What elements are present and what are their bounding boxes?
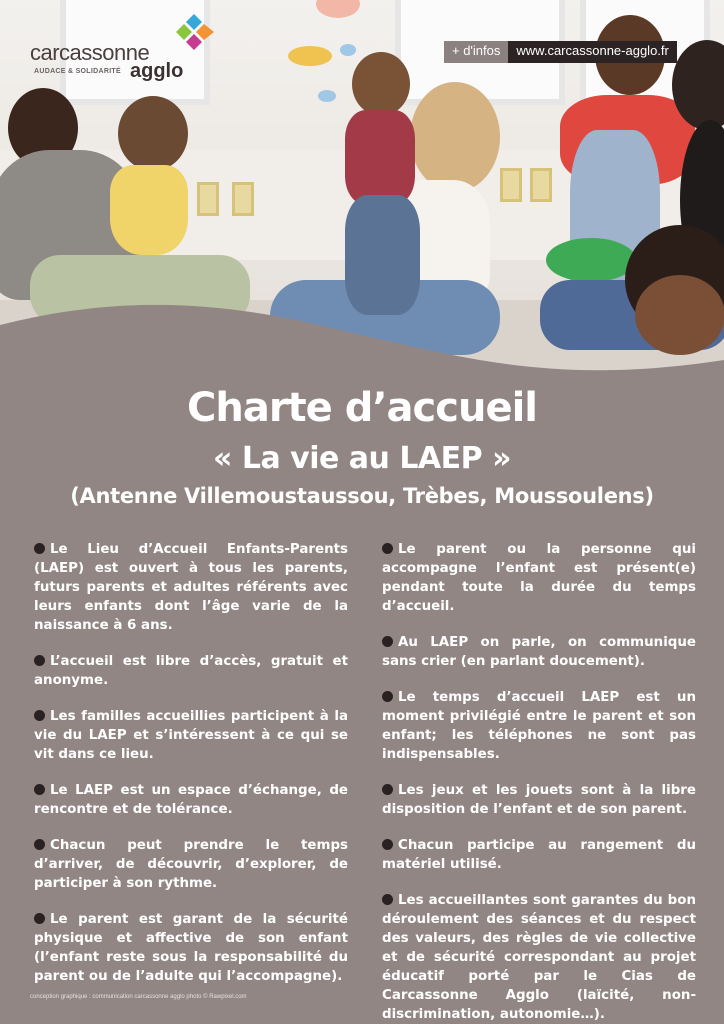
carcassonne-agglo-logo: [30, 12, 230, 82]
bullet-icon: [34, 655, 45, 666]
list-item: Le LAEP est un espace d’échange, de rencontre et de tolérance.: [34, 783, 348, 817]
infos-label: + d'infos: [444, 41, 508, 63]
logo-tagline: AUDACE & SOLIDARITÉ: [34, 68, 121, 75]
right-column: [382, 540, 696, 1024]
page-subtitle: « La vie au LAEP »: [213, 441, 511, 476]
list-item: Le parent est garant de la sécurité physique et affective de son enfant (l’enfant reste sous la responsabilité du parent ou de l’adulte qui l’accompagne).: [34, 912, 348, 984]
bullet-icon: [382, 691, 393, 702]
logo-mark-icon: [170, 12, 218, 58]
photo-credit: conception graphique : communication carcassonne agglo photo © Rawpixel.com: [30, 994, 247, 1000]
list-item: Le Lieu d’Accueil Enfants-Parents (LAEP) est ouvert à tous les parents, futurs parents et adultes référents avec leurs enfants dont l’âge varie de la naissance à 6 ans.: [34, 542, 348, 633]
bullet-icon: [382, 784, 393, 795]
infos-banner[interactable]: [444, 41, 677, 63]
list-item: Le temps d’accueil LAEP est un moment privilégié entre le parent et son enfant; les téléphones ne sont pas indispensables.: [382, 690, 696, 762]
list-item: Les jeux et les jouets sont à la libre disposition de l’enfant et de son parent.: [382, 783, 696, 817]
left-column: [34, 540, 348, 986]
page-locations: (Antenne Villemoustaussou, Trèbes, Moussoulens): [70, 484, 654, 508]
logo-agglo: agglo: [130, 60, 184, 82]
bullet-icon: [382, 839, 393, 850]
bullet-icon: [34, 710, 45, 721]
list-item: Les familles accueillies participent à la vie du LAEP et s’intéressent à ce qui se vit dans ce lieu.: [34, 709, 348, 762]
logo-name: carcassonne: [30, 40, 150, 65]
list-item: Chacun peut prendre le temps d’arriver, de découvrir, d’explorer, de participer à son rythme.: [34, 838, 348, 891]
bullet-icon: [382, 543, 393, 554]
bullet-icon: [382, 894, 393, 905]
bullet-icon: [34, 543, 45, 554]
bullet-icon: [34, 913, 45, 924]
list-item: L’accueil est libre d’accès, gratuit et anonyme.: [34, 654, 348, 688]
list-item: Au LAEP on parle, on communique sans crier (en parlant doucement).: [382, 635, 696, 669]
list-item: Les accueillantes sont garantes du bon déroulement des séances et du respect des valeurs, des règles de vie collective et de sécurité correspondant au projet éducatif porté par le Cias de Carcassonne Agglo (laïcité, non-discrimination, autonomie…).: [382, 893, 696, 1022]
bullet-icon: [34, 839, 45, 850]
list-item: Chacun participe au rangement du matériel utilisé.: [382, 838, 696, 872]
bullet-icon: [34, 784, 45, 795]
website-link[interactable]: www.carcassonne-agglo.fr: [508, 41, 676, 63]
page-title: Charte d’accueil: [187, 385, 537, 431]
bullet-icon: [382, 636, 393, 647]
list-item: Le parent ou la personne qui accompagne l’enfant est présent(e) pendant toute la durée du temps d’accueil.: [382, 542, 696, 614]
